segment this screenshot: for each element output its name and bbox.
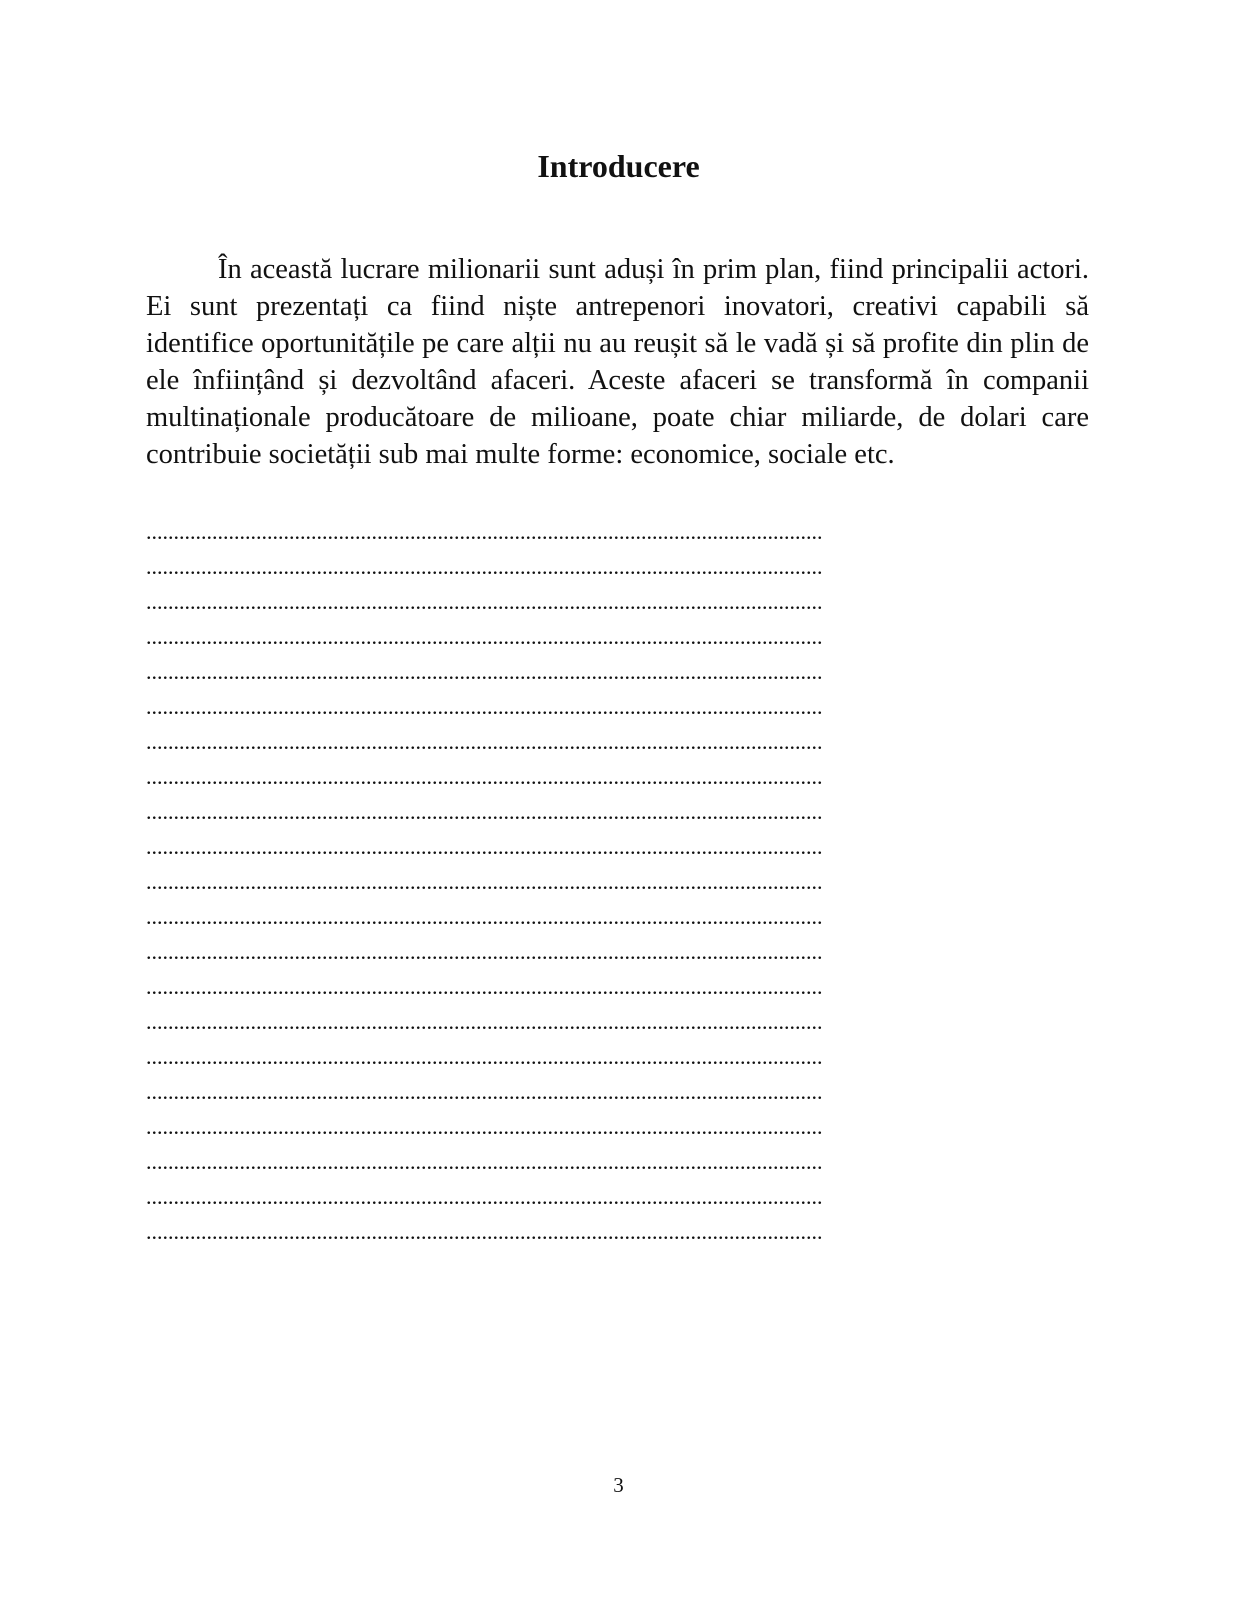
dotted-line: ........................................................................................................................... (146, 799, 823, 824)
dotted-line: ........................................................................................................................... (146, 1149, 823, 1174)
dotted-line: ........................................................................................................................... (146, 834, 823, 859)
dotted-line: ........................................................................................................................... (146, 1009, 823, 1034)
dotted-line: ........................................................................................................................... (146, 764, 823, 789)
dotted-line: ........................................................................................................................... (146, 729, 823, 754)
dotted-line: ........................................................................................................................... (146, 1079, 823, 1104)
dotted-line: ........................................................................................................................... (146, 519, 823, 544)
dotted-line: ........................................................................................................................... (146, 624, 823, 649)
dotted-line: ........................................................................................................................... (146, 1044, 823, 1069)
dotted-line: ........................................................................................................................... (146, 1114, 823, 1139)
dotted-line: ........................................................................................................................... (146, 659, 823, 684)
dotted-placeholder-lines (146, 514, 1046, 1249)
dotted-line: ........................................................................................................................... (146, 694, 823, 719)
dotted-line: ........................................................................................................................... (146, 554, 823, 579)
dotted-line: ........................................................................................................................... (146, 1184, 823, 1209)
dotted-line: ........................................................................................................................... (146, 1219, 823, 1244)
dotted-line: ........................................................................................................................... (146, 974, 823, 999)
page-title: Introducere (537, 148, 700, 184)
dotted-line: ........................................................................................................................... (146, 904, 823, 929)
dotted-line: ........................................................................................................................... (146, 939, 823, 964)
dotted-line: ........................................................................................................................... (146, 589, 823, 614)
dotted-line: ........................................................................................................................... (146, 869, 823, 894)
page-number: 3 (613, 1473, 624, 1497)
intro-paragraph: În această lucrare milionarii sunt aduși în prim plan, fiind principalii actori. Ei sunt prezentați ca fiind niște antrepenori inovatori, creativi capabili să identifice oportunitățile pe care alții nu au reușit să le vadă și să profite din plin de ele înființând și dezvoltând afaceri. Aceste afaceri se transformă în companii multinaționale producătoare de milioane, poate chiar miliarde, de dolari care contribuie societății sub mai multe forme: economice, sociale etc. (146, 254, 1089, 470)
